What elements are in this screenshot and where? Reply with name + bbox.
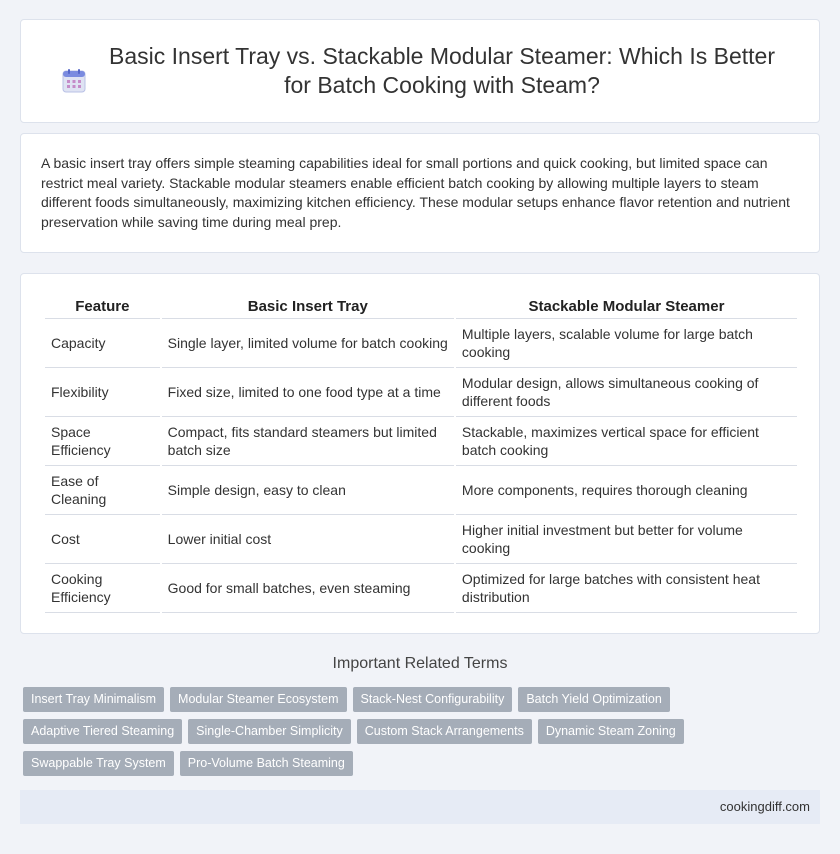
table-cell: Single layer, limited volume for batch cooking (162, 319, 454, 368)
table-cell: Multiple layers, scalable volume for large batch cooking (456, 319, 797, 368)
related-terms-list (23, 687, 823, 783)
related-term-tag[interactable]: Single-Chamber Simplicity (188, 719, 351, 744)
related-term-tag[interactable]: Custom Stack Arrangements (357, 719, 532, 744)
column-header: Feature (45, 294, 160, 319)
table-cell: Compact, fits standard steamers but limited batch size (162, 417, 454, 466)
table-row (45, 515, 797, 564)
footer-site-link[interactable]: cookingdiff.com (719, 799, 810, 814)
related-terms-heading: Important Related Terms (332, 655, 508, 672)
table-cell: Flexibility (45, 368, 160, 417)
table-cell: Fixed size, limited to one food type at a time (162, 368, 454, 417)
related-term-tag[interactable]: Pro-Volume Batch Steaming (180, 751, 353, 776)
table-cell: Lower initial cost (162, 515, 454, 564)
intro-paragraph: A basic insert tray offers simple steaming capabilities ideal for small portions and quick cooking, but limited space can restrict meal variety. Stackable modular steamers enable efficient batch cooking by allowing multiple layers to steam different foods simultaneously, maximizing kitchen efficiency. These modular setups enhance flavor retention and nutrient preservation while saving time during meal prep. (41, 155, 790, 230)
table-cell: Higher initial investment but better for volume cooking (456, 515, 797, 564)
related-term-tag[interactable]: Insert Tray Minimalism (23, 687, 164, 712)
table-row (45, 368, 797, 417)
related-term-tag[interactable]: Batch Yield Optimization (518, 687, 670, 712)
related-term-tag[interactable]: Stack-Nest Configurability (353, 687, 513, 712)
page-title: Basic Insert Tray vs. Stackable Modular Steamer: Which Is Better for Batch Cooking with Steam? (109, 43, 775, 98)
title-wrap (61, 42, 779, 100)
table-row (45, 466, 797, 515)
table-header-row (45, 294, 797, 319)
title-card (20, 19, 820, 123)
related-term-tag[interactable]: Dynamic Steam Zoning (538, 719, 684, 744)
table-cell: Optimized for large batches with consistent heat distribution (456, 564, 797, 613)
related-term-tag[interactable]: Swappable Tray System (23, 751, 174, 776)
comparison-card (20, 273, 820, 634)
table-row (45, 319, 797, 368)
table-cell: Good for small batches, even steaming (162, 564, 454, 613)
comparison-table (43, 294, 799, 613)
table-cell: Modular design, allows simultaneous cooking of different foods (456, 368, 797, 417)
table-cell: Space Efficiency (45, 417, 160, 466)
column-header: Basic Insert Tray (162, 294, 454, 319)
table-cell: More components, requires thorough cleaning (456, 466, 797, 515)
table-cell: Stackable, maximizes vertical space for efficient batch cooking (456, 417, 797, 466)
table-cell: Capacity (45, 319, 160, 368)
table-row (45, 417, 797, 466)
table-cell: Simple design, easy to clean (162, 466, 454, 515)
table-cell: Cooking Efficiency (45, 564, 160, 613)
table-cell: Ease of Cleaning (45, 466, 160, 515)
intro-card (20, 133, 820, 253)
column-header: Stackable Modular Steamer (456, 294, 797, 319)
related-term-tag[interactable]: Modular Steamer Ecosystem (170, 687, 346, 712)
calendar-icon (61, 68, 87, 94)
footer (20, 790, 820, 824)
related-term-tag[interactable]: Adaptive Tiered Steaming (23, 719, 182, 744)
table-row (45, 564, 797, 613)
table-cell: Cost (45, 515, 160, 564)
